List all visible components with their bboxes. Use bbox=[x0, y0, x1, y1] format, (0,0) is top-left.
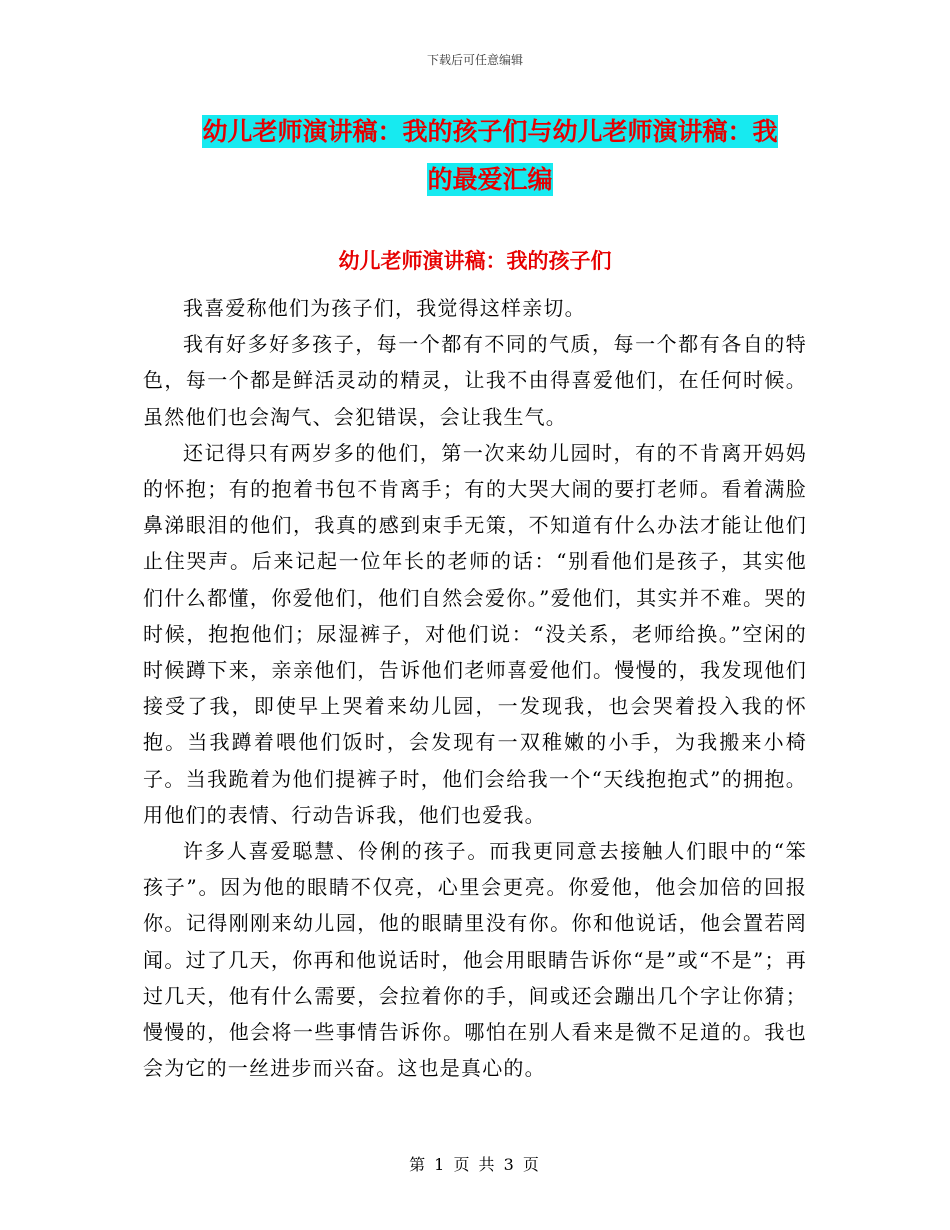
paragraph: 还记得只有两岁多的他们，第一次来幼儿园时，有的不肯离开妈妈的怀抱；有的抱着书包不肯离手；有的大哭大闹的要打老师。看着满脸鼻涕眼泪的他们，我真的感到束手无策，不知道有什么办法才能让他们止住哭声。后来记起一位年长的老师的话：“别看他们是孩子，其实他们什么都懂，你爱他们，他们自然会爱你。”爱他们，其实并不难。哭的时候，抱抱他们；尿湿裤子，对他们说：“没关系，老师给换。”空闲的时候蹲下来，亲亲他们，告诉他们老师喜爱他们。慢慢的，我发现他们接受了我，即使早上哭着来幼儿园，一发现我，也会哭着投入我的怀抱。当我蹲着喂他们饭时，会发现有一双稚嫩的小手，为我搬来小椅子。当我跪着为他们提裤子时，他们会给我一个“天线抱抱式”的拥抱。用他们的表情、行动告诉我，他们也爱我。 bbox=[143, 440, 807, 827]
paragraph: 我有好多好多孩子，每一个都有不同的气质，每一个都有各自的特色，每一个都是鲜活灵动的精灵，让我不由得喜爱他们，在任何时候。虽然他们也会淘气、会犯错误，会让我生气。 bbox=[143, 332, 807, 429]
body-text bbox=[143, 290, 807, 1086]
paragraph: 许多人喜爱聪慧、伶俐的孩子。而我更同意去接触人们眼中的“笨孩子”。因为他的眼睛不仅亮，心里会更亮。你爱他，他会加倍的回报你。记得刚刚来幼儿园，他的眼睛里没有你。你和他说话，他会置若罔闻。过了几天，你再和他说话时，他会用眼睛告诉你“是”或“不是”；再过几天，他有什么需要，会拉着你的手，间或还会蹦出几个字让你猜；慢慢的，他会将一些事情告诉你。哪怕在别人看来是微不足道的。我也会为它的一丝进步而兴奋。这也是真心的。 bbox=[143, 839, 807, 1081]
section-title: 幼儿老师演讲稿：我的孩子们 bbox=[338, 249, 612, 273]
page-header bbox=[0, 52, 950, 68]
header-note: 下载后可任意编辑 bbox=[426, 53, 523, 67]
document-title-line-2: 的最爱汇编 bbox=[427, 165, 553, 194]
page-footer bbox=[0, 1155, 950, 1175]
document-title bbox=[170, 108, 810, 204]
paragraph: 我喜爱称他们为孩子们，我觉得这样亲切。 bbox=[183, 296, 586, 320]
page-number: 第 1 页 共 3 页 bbox=[409, 1155, 541, 1174]
document-title-line-1: 幼儿老师演讲稿：我的孩子们与幼儿老师演讲稿：我 bbox=[202, 117, 778, 146]
